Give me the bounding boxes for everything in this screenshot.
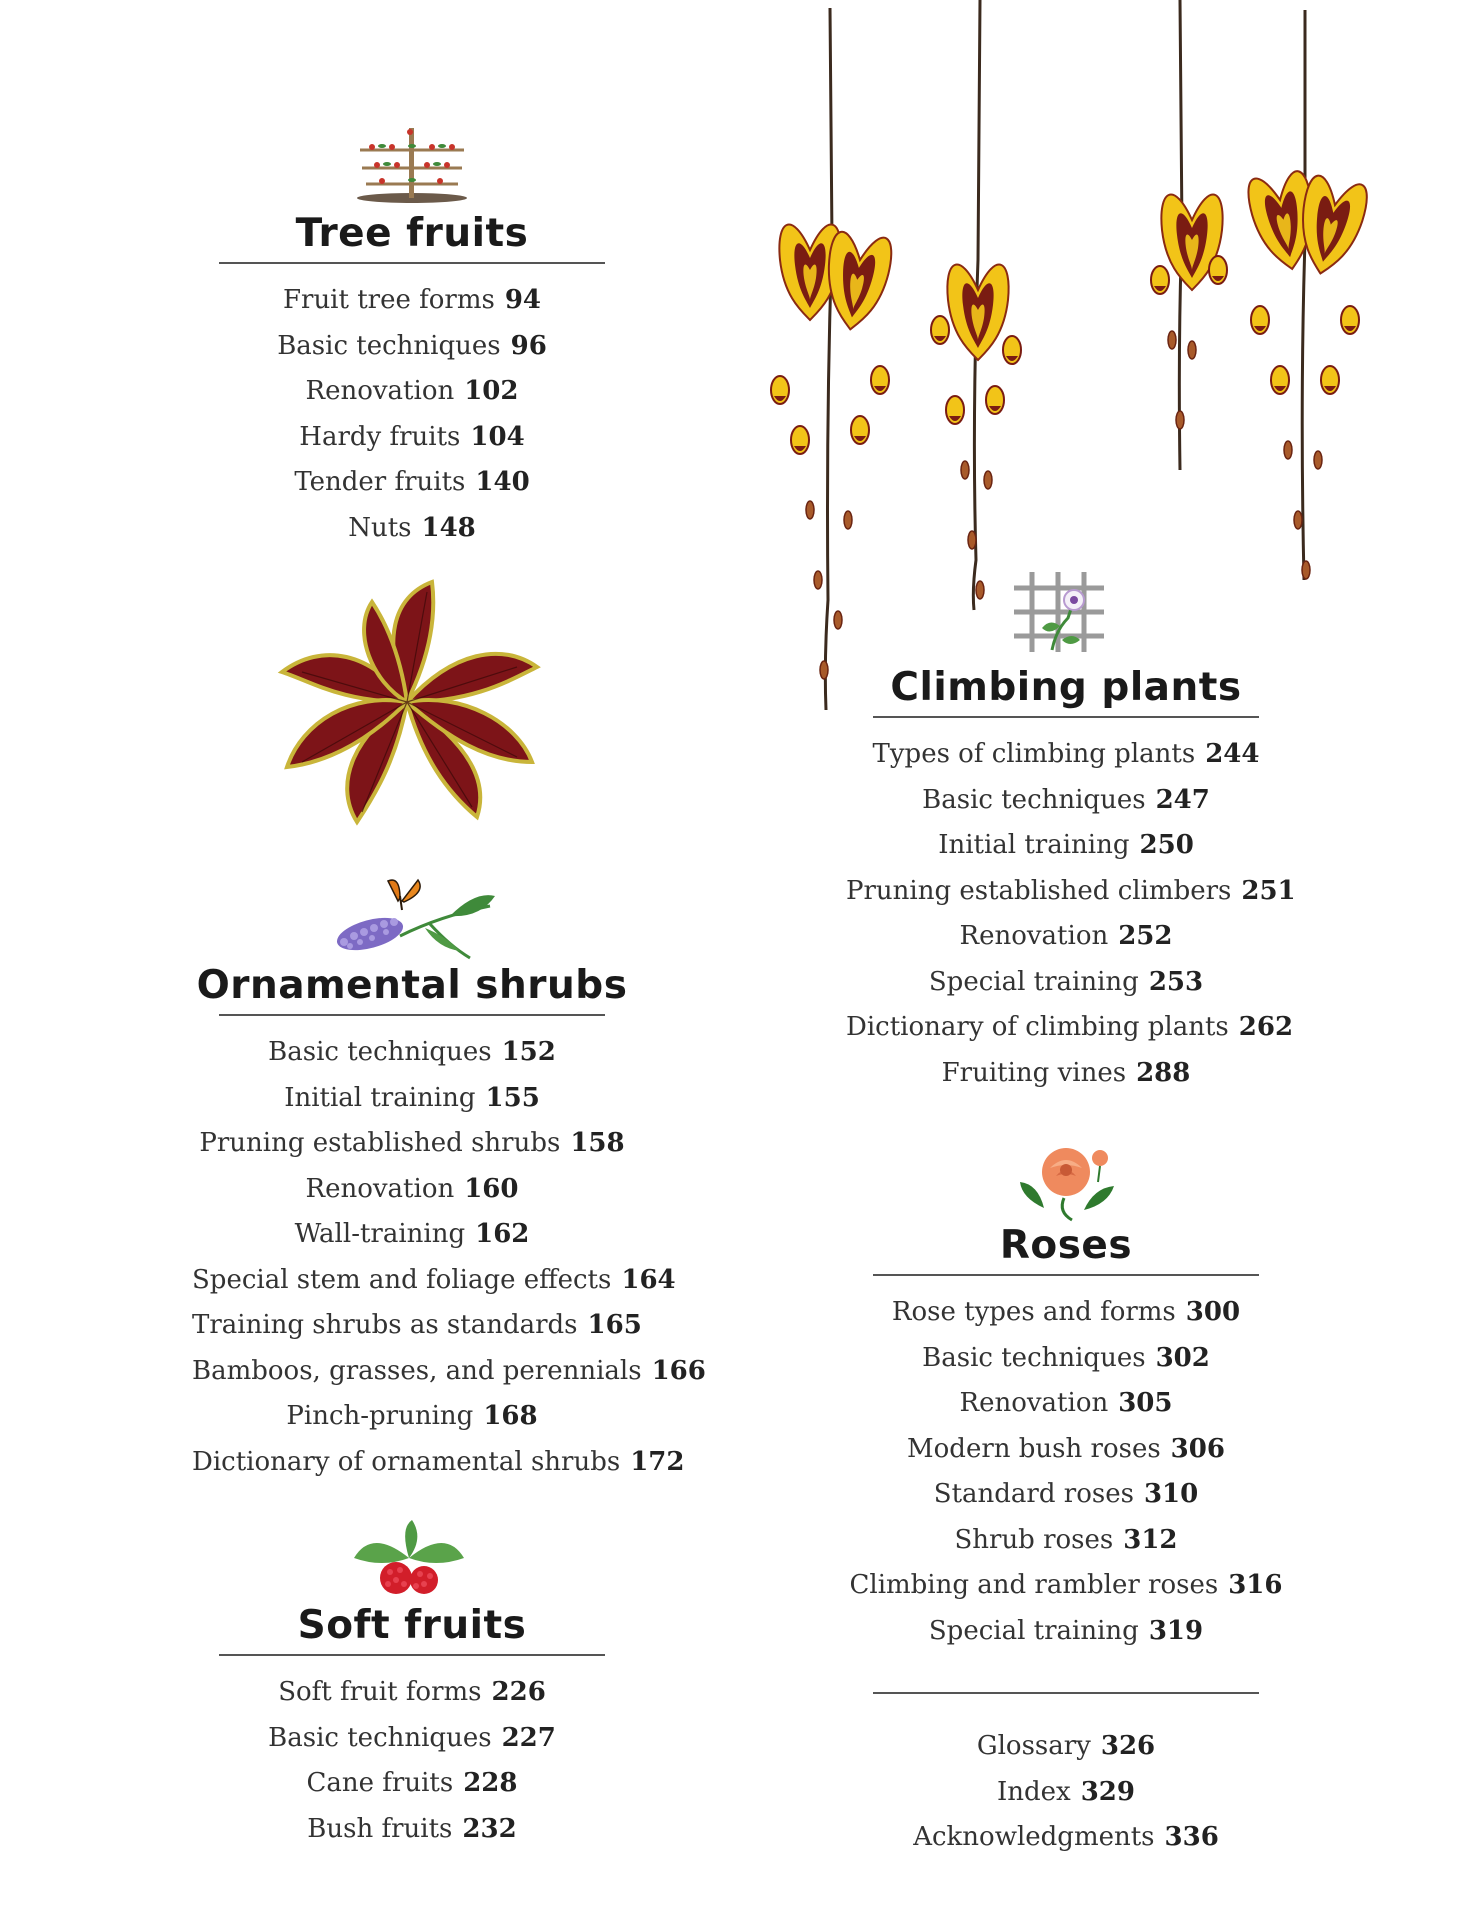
toc-entry[interactable] bbox=[846, 1518, 1286, 1564]
entry-page: 316 bbox=[1228, 1570, 1283, 1600]
toc-entry[interactable] bbox=[192, 1440, 685, 1486]
entry-page: 247 bbox=[1155, 784, 1210, 815]
entry-label: Renovation bbox=[305, 376, 455, 406]
toc-entry[interactable] bbox=[192, 1670, 632, 1716]
entry-label: Standard roses bbox=[933, 1479, 1134, 1509]
entry-label: Pruning established climbers bbox=[846, 875, 1232, 906]
entry-label: Bamboos, grasses, and perennials bbox=[192, 1355, 642, 1386]
entry-page: 226 bbox=[491, 1677, 546, 1707]
entry-page: 326 bbox=[1100, 1731, 1156, 1761]
section-title: Climbing plants bbox=[890, 665, 1242, 710]
entry-label: Renovation bbox=[959, 1388, 1109, 1418]
toc-entry[interactable] bbox=[192, 1807, 632, 1853]
toc-entry[interactable] bbox=[192, 1349, 706, 1395]
entry-page: 250 bbox=[1139, 830, 1194, 860]
entry-label: Index bbox=[997, 1776, 1071, 1807]
toc-entry[interactable] bbox=[846, 960, 1286, 1006]
section-back-matter bbox=[846, 1688, 1286, 1861]
toc-entry[interactable] bbox=[846, 1770, 1286, 1816]
entry-page: 253 bbox=[1148, 966, 1204, 997]
entry-label: Basic techniques bbox=[268, 1037, 492, 1067]
entry-page: 227 bbox=[501, 1722, 556, 1753]
entry-page: 172 bbox=[630, 1446, 685, 1477]
section-title: Tree fruits bbox=[295, 211, 529, 256]
entry-page: 148 bbox=[421, 512, 476, 543]
entry-page: 228 bbox=[463, 1768, 518, 1798]
coleus-illustration bbox=[262, 572, 552, 832]
entry-page: 252 bbox=[1118, 921, 1173, 951]
entry-page: 251 bbox=[1241, 875, 1296, 906]
toc-entry[interactable] bbox=[192, 1394, 632, 1440]
entry-page: 288 bbox=[1136, 1057, 1191, 1088]
toc-entry[interactable] bbox=[192, 1212, 632, 1258]
toc-entry[interactable] bbox=[846, 1609, 1286, 1655]
toc-entry[interactable] bbox=[846, 1381, 1286, 1427]
toc-entry[interactable] bbox=[192, 1167, 632, 1213]
section-soft-fruits bbox=[192, 1602, 632, 1852]
toc-entry[interactable] bbox=[192, 460, 632, 506]
toc-entry[interactable] bbox=[846, 823, 1286, 869]
toc-list bbox=[846, 1724, 1286, 1861]
toc-entry[interactable] bbox=[846, 778, 1286, 824]
entry-label: Dictionary of climbing plants bbox=[846, 1012, 1229, 1042]
toc-list bbox=[192, 1670, 632, 1852]
toc-entry[interactable] bbox=[192, 278, 632, 324]
toc-entry[interactable] bbox=[192, 369, 632, 415]
entry-label: Modern bush roses bbox=[907, 1433, 1161, 1464]
entry-label: Bush fruits bbox=[307, 1813, 453, 1844]
entry-label: Fruit tree forms bbox=[282, 285, 495, 315]
toc-list bbox=[192, 278, 632, 551]
section-title: Roses bbox=[999, 1223, 1133, 1268]
entry-label: Soft fruit forms bbox=[278, 1677, 482, 1707]
toc-entry[interactable] bbox=[192, 1030, 632, 1076]
entry-page: 96 bbox=[510, 330, 547, 361]
entry-page: 244 bbox=[1205, 739, 1260, 769]
entry-page: 319 bbox=[1148, 1615, 1204, 1646]
entry-page: 232 bbox=[462, 1813, 517, 1844]
section-divider bbox=[873, 1274, 1259, 1276]
entry-label: Renovation bbox=[305, 1173, 455, 1204]
entry-page: 155 bbox=[485, 1082, 540, 1113]
espalier-tree-icon bbox=[352, 120, 472, 204]
section-divider bbox=[219, 262, 605, 264]
entry-label: Cane fruits bbox=[306, 1768, 454, 1798]
section-climbing-plants bbox=[846, 664, 1296, 1096]
entry-page: 152 bbox=[501, 1037, 556, 1067]
entry-page: 305 bbox=[1118, 1388, 1173, 1418]
section-tree-fruits bbox=[192, 210, 632, 551]
section-divider bbox=[219, 1014, 605, 1016]
entry-page: 104 bbox=[470, 421, 525, 452]
entry-label: Wall-training bbox=[294, 1219, 466, 1249]
entry-page: 140 bbox=[475, 467, 530, 497]
entry-label: Basic techniques bbox=[277, 330, 501, 361]
toc-entry[interactable] bbox=[846, 1290, 1286, 1336]
toc-entry[interactable] bbox=[192, 1716, 632, 1762]
toc-list bbox=[846, 732, 1296, 1096]
entry-page: 336 bbox=[1164, 1822, 1219, 1852]
entry-label: Basic techniques bbox=[922, 784, 1146, 815]
section-divider bbox=[873, 1692, 1259, 1694]
rose-icon bbox=[1014, 1138, 1118, 1222]
entry-label: Initial training bbox=[938, 830, 1130, 860]
section-title: Soft fruits bbox=[297, 1603, 527, 1648]
buddleia-butterfly-icon bbox=[330, 866, 500, 962]
entry-label: Special stem and foliage effects bbox=[192, 1264, 612, 1295]
entry-label: Basic techniques bbox=[268, 1722, 492, 1753]
entry-page: 164 bbox=[621, 1264, 676, 1295]
toc-entry[interactable] bbox=[846, 1563, 1286, 1609]
section-divider bbox=[219, 1654, 605, 1656]
entry-label: Nuts bbox=[348, 512, 412, 543]
entry-page: 160 bbox=[464, 1173, 519, 1204]
entry-page: 262 bbox=[1238, 1012, 1294, 1042]
toc-list bbox=[192, 1030, 706, 1485]
raspberry-icon bbox=[352, 1518, 466, 1602]
toc-entry[interactable] bbox=[846, 914, 1286, 960]
entry-label: Climbing and rambler roses bbox=[849, 1570, 1219, 1600]
entry-page: 162 bbox=[475, 1219, 530, 1249]
toc-entry[interactable] bbox=[192, 1761, 632, 1807]
entry-label: Pinch-pruning bbox=[286, 1401, 474, 1431]
entry-label: Basic techniques bbox=[922, 1342, 1146, 1373]
toc-entry[interactable] bbox=[192, 1076, 632, 1122]
toc-list bbox=[846, 1290, 1286, 1654]
toc-entry[interactable] bbox=[192, 1121, 632, 1167]
toc-entry[interactable] bbox=[846, 1427, 1286, 1473]
entry-label: Fruiting vines bbox=[941, 1057, 1127, 1088]
toc-entry[interactable] bbox=[192, 324, 632, 370]
entry-label: Pruning established shrubs bbox=[199, 1128, 561, 1158]
entry-label: Acknowledgments bbox=[913, 1822, 1155, 1852]
entry-label: Special training bbox=[928, 1615, 1139, 1646]
entry-label: Shrub roses bbox=[954, 1524, 1114, 1555]
entry-label: Hardy fruits bbox=[299, 421, 461, 452]
toc-entry[interactable] bbox=[192, 1258, 676, 1304]
section-roses bbox=[846, 1222, 1286, 1654]
entry-label: Initial training bbox=[284, 1082, 476, 1113]
toc-entry[interactable] bbox=[192, 506, 632, 552]
section-divider bbox=[873, 716, 1259, 718]
entry-page: 302 bbox=[1155, 1342, 1210, 1373]
entry-page: 300 bbox=[1185, 1297, 1241, 1327]
entry-page: 329 bbox=[1080, 1776, 1135, 1807]
entry-page: 94 bbox=[504, 285, 542, 315]
entry-label: Types of climbing plants bbox=[872, 739, 1196, 769]
toc-entry[interactable] bbox=[846, 1336, 1286, 1382]
entry-label: Training shrubs as standards bbox=[192, 1310, 578, 1340]
entry-page: 168 bbox=[483, 1401, 538, 1431]
entry-page: 158 bbox=[570, 1128, 625, 1158]
toc-entry[interactable] bbox=[846, 1472, 1286, 1518]
section-title: Ornamental shrubs bbox=[196, 963, 628, 1008]
entry-page: 312 bbox=[1123, 1524, 1178, 1555]
entry-label: Rose types and forms bbox=[891, 1297, 1176, 1327]
toc-entry[interactable] bbox=[846, 1815, 1286, 1861]
entry-label: Tender fruits bbox=[294, 467, 466, 497]
toc-entry[interactable] bbox=[192, 415, 632, 461]
entry-label: Special training bbox=[928, 966, 1139, 997]
entry-label: Renovation bbox=[959, 921, 1109, 951]
toc-entry[interactable] bbox=[846, 1051, 1286, 1097]
toc-entry[interactable] bbox=[846, 869, 1296, 915]
toc-entry[interactable] bbox=[846, 1005, 1294, 1051]
toc-entry[interactable] bbox=[846, 732, 1286, 778]
section-ornamental-shrubs bbox=[192, 962, 706, 1485]
toc-entry[interactable] bbox=[846, 1724, 1286, 1770]
entry-page: 166 bbox=[651, 1355, 706, 1386]
toc-entry[interactable] bbox=[192, 1303, 642, 1349]
entry-label: Glossary bbox=[976, 1731, 1091, 1761]
trellis-passionflower-icon bbox=[1012, 570, 1106, 654]
entry-page: 310 bbox=[1143, 1479, 1199, 1509]
entry-page: 165 bbox=[587, 1310, 642, 1340]
entry-page: 306 bbox=[1170, 1433, 1225, 1464]
entry-page: 102 bbox=[464, 376, 519, 406]
entry-label: Dictionary of ornamental shrubs bbox=[192, 1446, 621, 1477]
